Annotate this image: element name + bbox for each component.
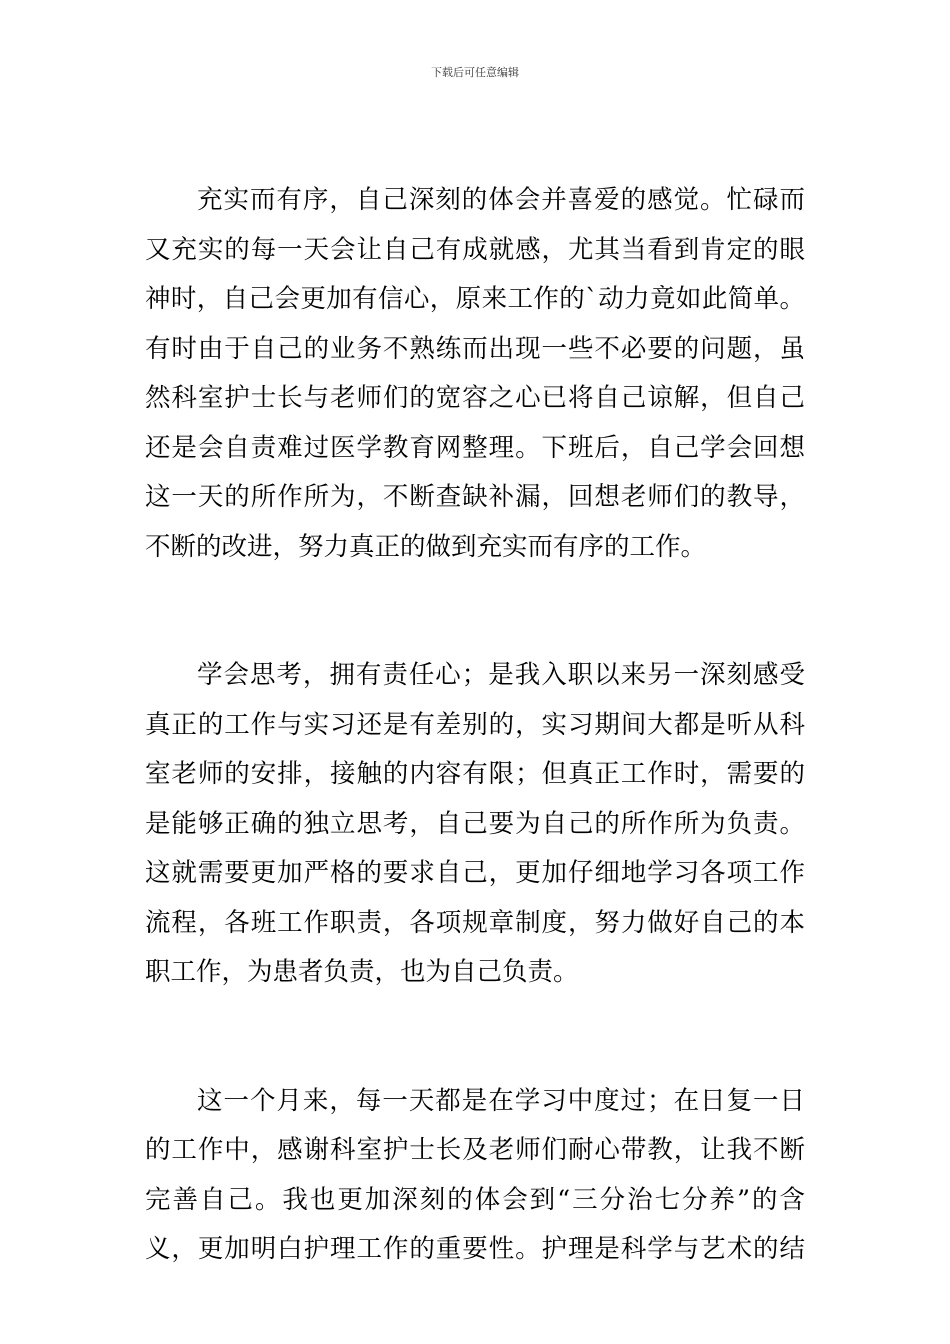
text-line: 这一天的所作所为，不断查缺补漏，回想老师们的教导，	[145, 482, 805, 512]
text-line: 充实而有序，自己深刻的体会并喜爱的感觉。忙碌而	[197, 185, 805, 215]
text-line: 是能够正确的独立思考，自己要为自己的所作所为负责。	[145, 808, 805, 839]
paragraph-spacer	[145, 998, 805, 1077]
text-line: 完善自己。我也更加深刻的体会到“三分治七分养”的含	[145, 1184, 805, 1215]
text-line: 这就需要更加严格的要求自己，更加仔细地学习各项工作	[145, 858, 805, 888]
text-line: 室老师的安排，接触的内容有限；但真正工作时，需要的	[145, 759, 805, 789]
text-line: 流程，各班工作职责，各项规章制度，努力做好自己的本	[145, 907, 805, 938]
document-body	[145, 176, 805, 1275]
text-line: 又充实的每一天会让自己有成就感，尤其当看到肯定的眼	[145, 234, 805, 265]
paragraph-1	[145, 176, 805, 572]
text-line: 有时由于自己的业务不熟练而出现一些不必要的问题，虽	[145, 333, 805, 364]
text-line: 职工作，为患者负责，也为自己负责。	[145, 957, 579, 987]
text-line: 然科室护士长与老师们的宽容之心已将自己谅解，但自己	[145, 383, 805, 413]
paragraph-2	[145, 651, 805, 998]
text-line: 还是会自责难过医学教育网整理。下班后，自己学会回想	[145, 432, 805, 463]
text-line: 学会思考，拥有责任心；是我入职以来另一深刻感受	[197, 660, 805, 690]
text-line: 的工作中，感谢科室护士长及老师们耐心带教，让我不断	[145, 1135, 805, 1165]
text-line: 义，更加明白护理工作的重要性。护理是科学与艺术的结	[145, 1234, 805, 1264]
paragraph-spacer	[145, 572, 805, 651]
page-header: 下载后可任意编辑	[431, 66, 519, 79]
text-line: 这一个月来，每一天都是在学习中度过；在日复一日	[197, 1085, 805, 1116]
text-line: 真正的工作与实习还是有差别的，实习期间大都是听从科	[145, 709, 805, 740]
paragraph-3	[145, 1077, 805, 1275]
text-line: 不断的改进，努力真正的做到充实而有序的工作。	[145, 531, 707, 562]
text-line: 神时，自己会更加有信心，原来工作的`动力竟如此简单。	[145, 284, 805, 314]
